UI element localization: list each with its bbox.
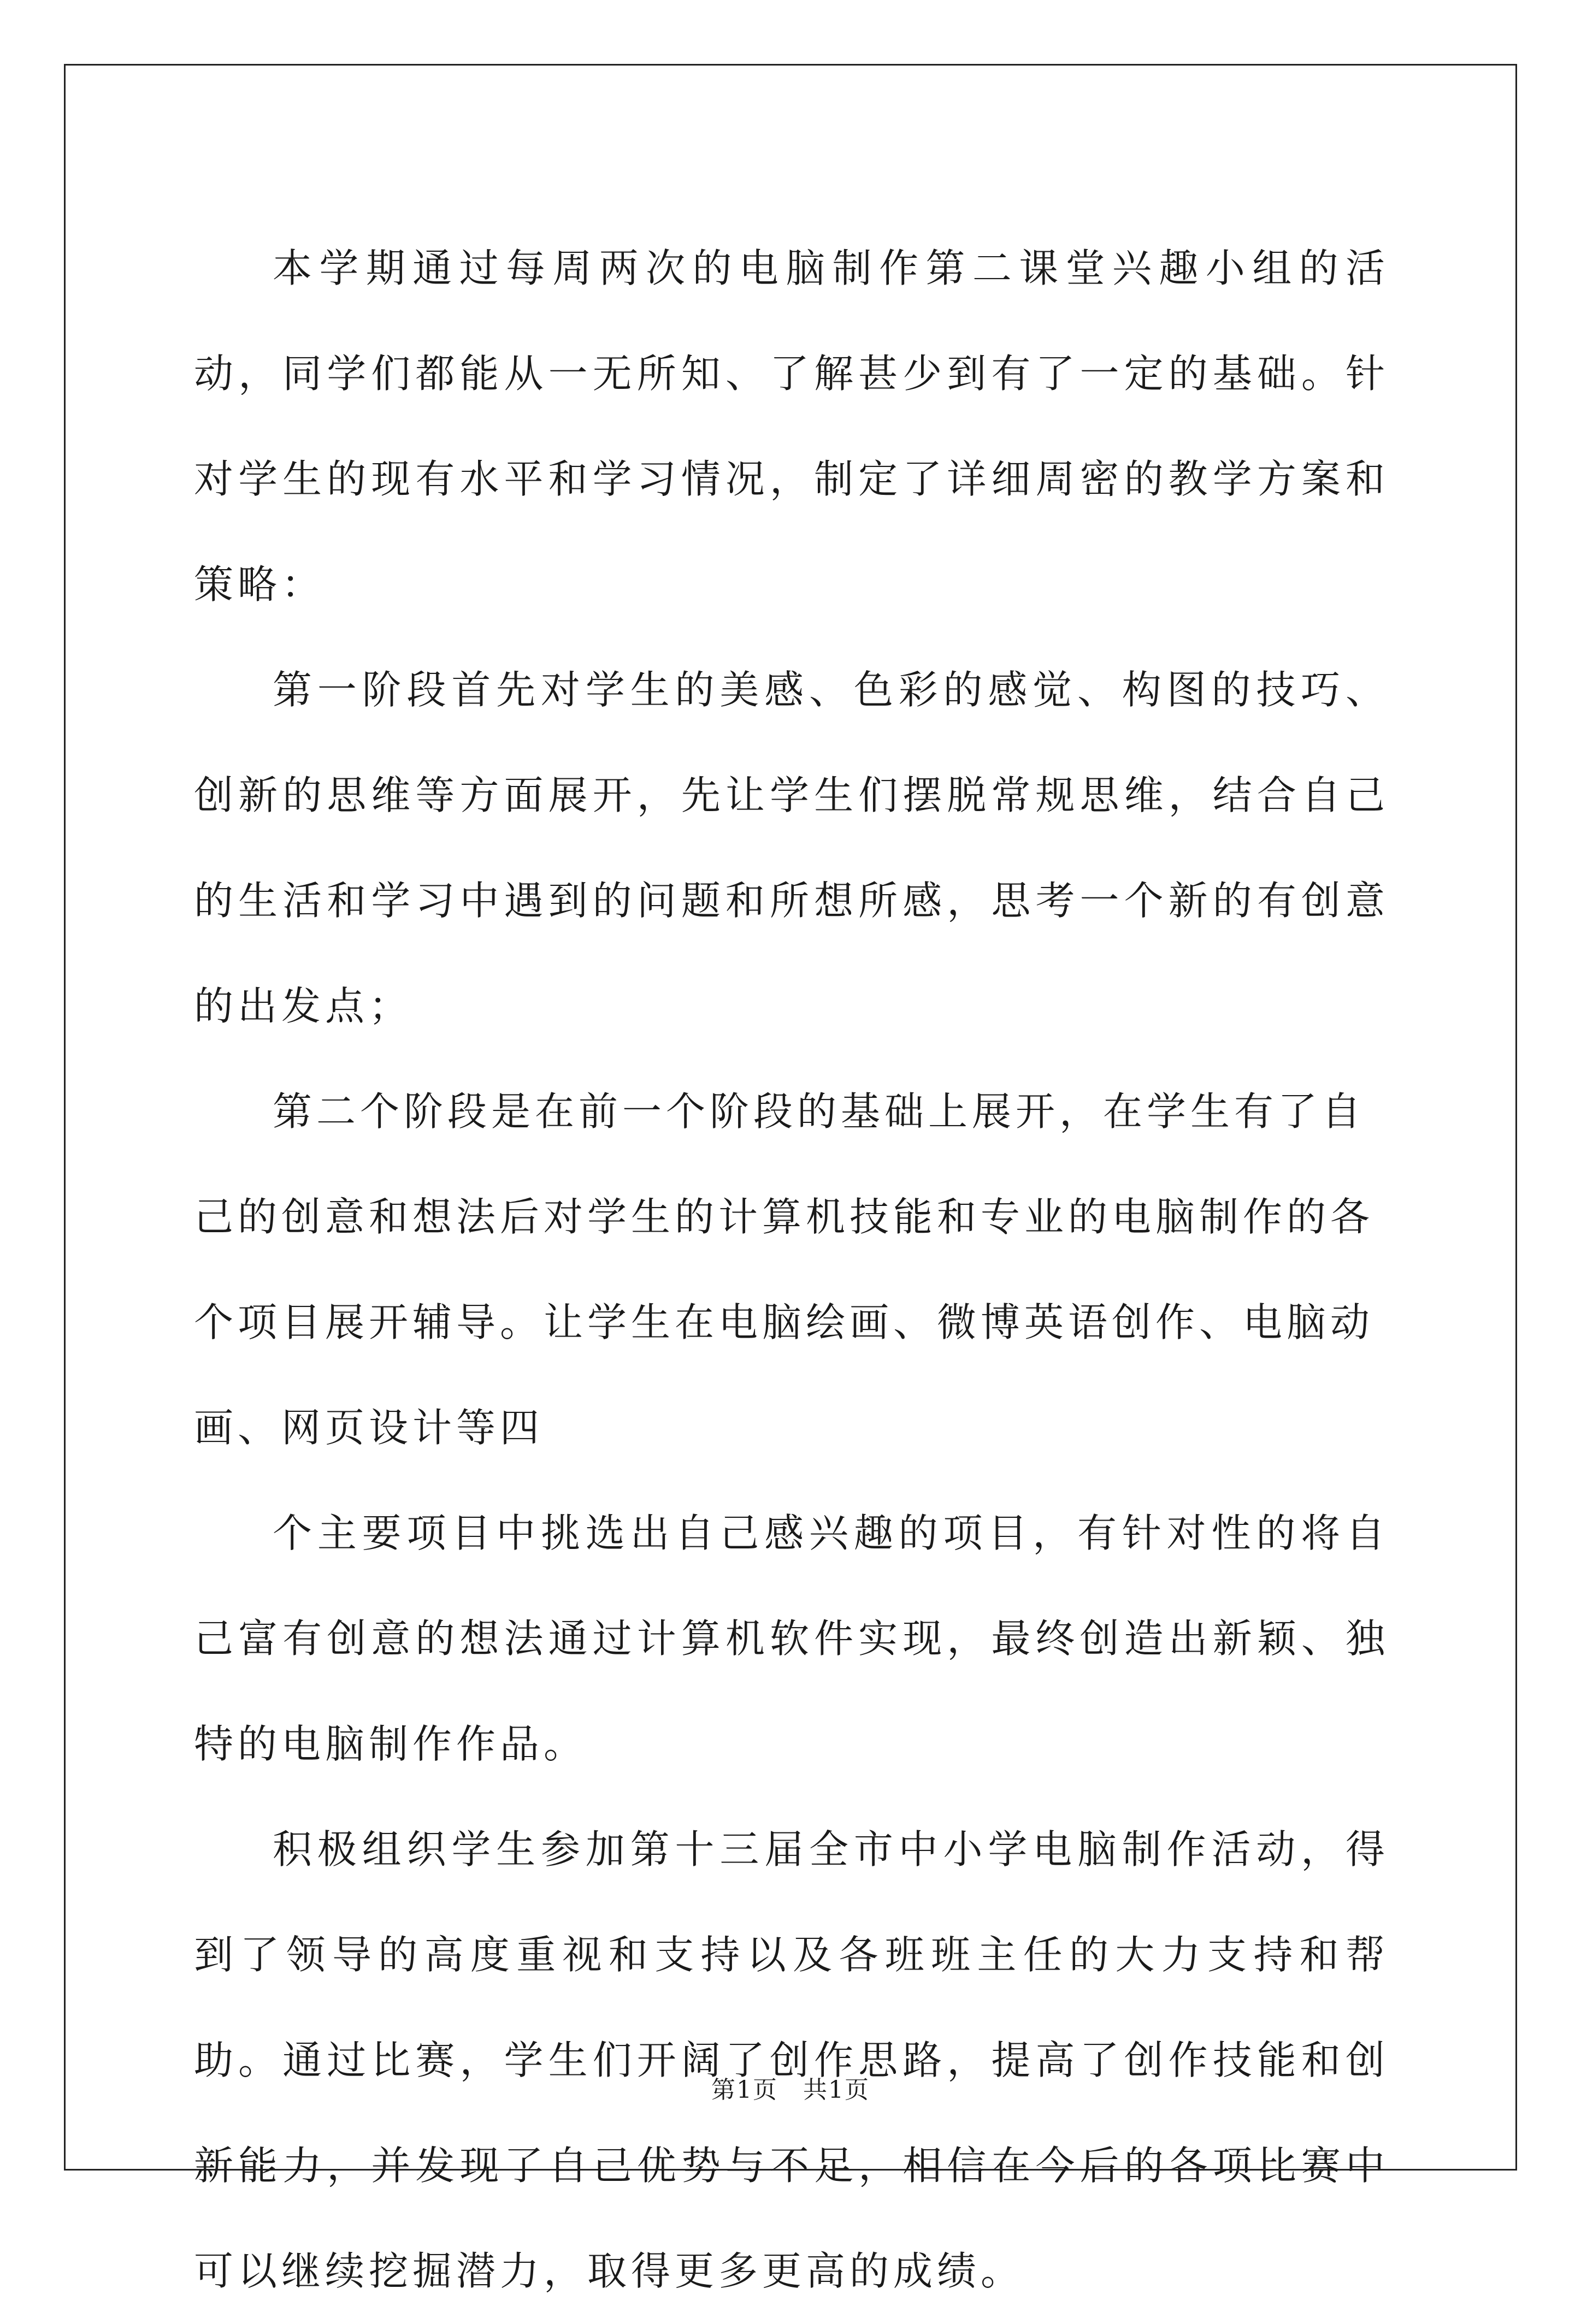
page-footer: 第1页 共1页 — [711, 2076, 870, 2104]
document-body — [194, 216, 1389, 2324]
paragraph-1: 本学期通过每周两次的电脑制作第二课堂兴趣小组的活动，同学们都能从一无所知、了解甚少到有了一定的基础。针对学生的现有水平和学习情况，制定了详细周密的教学方案和策略： — [194, 245, 1389, 607]
paragraph-3: 第二个阶段是在前一个阶段的基础上展开，在学生有了自己的创意和想法后对学生的计算机技能和专业的电脑制作的各个项目展开辅导。让学生在电脑绘画、微博英语创作、电脑动画、网页设计等四 — [194, 1089, 1374, 1451]
paragraph-2: 第一阶段首先对学生的美感、色彩的感觉、构图的技巧、创新的思维等方面展开，先让学生们摆脱常规思维，结合自己的生活和学习中遇到的问题和所想所感，思考一个新的有创意的出发点； — [194, 667, 1389, 1029]
paragraph-4: 个主要项目中挑选出自己感兴趣的项目，有针对性的将自己富有创意的想法通过计算机软件实现，最终创造出新颖、独特的电脑制作作品。 — [194, 1510, 1389, 1767]
paragraph-5: 积极组织学生参加第十三届全市中小学电脑制作活动，得到了领导的高度重视和支持以及各班班主任的大力支持和帮助。通过比赛，学生们开阔了创作思路，提高了创作技能和创新能力，并发现了自己优势与不足，相信在今后的各项比赛中可以继续挖掘潜力，取得更多更高的成绩。 — [194, 1826, 1389, 2294]
